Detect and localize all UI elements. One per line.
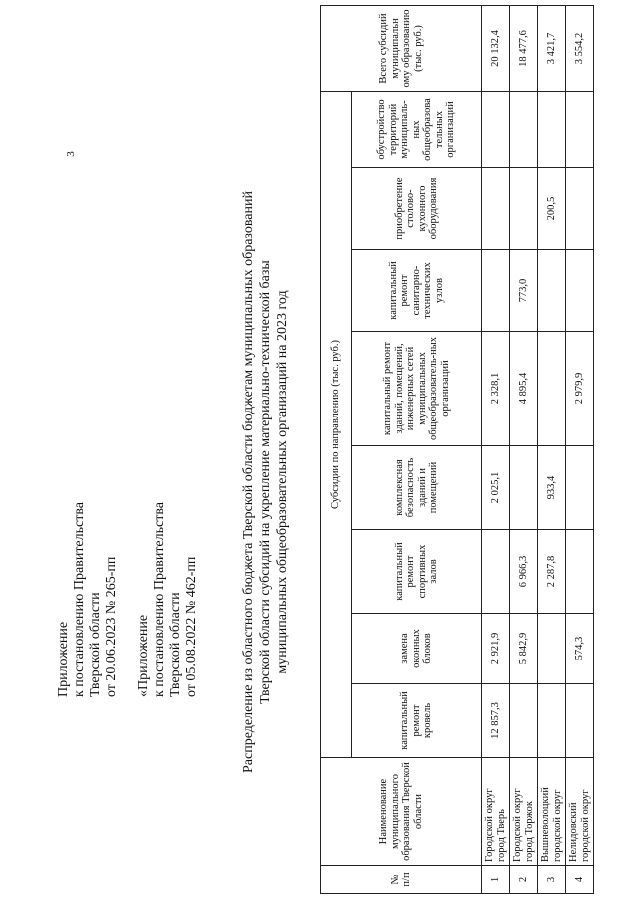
row-number-cell: 4	[566, 866, 594, 894]
value-cell: 2 921,9	[482, 614, 510, 684]
value-cell	[510, 168, 538, 250]
value-cell	[510, 684, 538, 758]
value-cell: 3 421,7	[538, 5, 566, 91]
value-cell: 574,3	[566, 614, 594, 684]
value-cell	[566, 168, 594, 250]
title-line: Тверской области субсидий на укрепление материально-технической базы	[258, 260, 273, 704]
header-sports-halls-repair: капитальный ремонт спортивных залов	[352, 530, 482, 614]
appendix-line: к постановлению Правительства	[152, 502, 167, 698]
appendix-line: Тверской области	[168, 592, 183, 698]
municipality-cell: Вышневолоцкий городской округ	[538, 758, 566, 866]
appendix-line: Приложение	[56, 621, 71, 698]
row-number-cell: 2	[510, 866, 538, 894]
value-cell	[566, 91, 594, 167]
value-cell	[566, 446, 594, 530]
table-row	[538, 5, 566, 893]
value-cell: 2 979,9	[566, 332, 594, 446]
value-cell: 2 328,1	[482, 332, 510, 446]
value-cell	[482, 91, 510, 167]
header-number: № п/п	[321, 866, 482, 894]
value-cell: 2 025,1	[482, 446, 510, 530]
value-cell: 933,4	[538, 446, 566, 530]
header-roof-repair: капитальный ремонт кровель	[352, 684, 482, 758]
value-cell	[538, 684, 566, 758]
appendix-line: к постановлению Правительства	[72, 502, 87, 698]
header-total: Всего субсидий муниципальн ому образованию (тыс. руб.)	[321, 5, 482, 91]
row-number-cell: 3	[538, 866, 566, 894]
value-cell	[482, 168, 510, 250]
header-group-subsidies: Субсидии по направлению (тыс. руб.)	[321, 91, 352, 757]
value-cell	[566, 250, 594, 332]
value-cell	[482, 250, 510, 332]
value-cell: 5 842,9	[510, 614, 538, 684]
header-buildings-repair: капитальный ремонт зданий, помещений, инженерных сетей муниципальных общеобразователь-ных организаций	[352, 332, 482, 446]
value-cell	[538, 250, 566, 332]
header-window-replacement: замена оконных блоков	[352, 614, 482, 684]
municipality-cell: Нелидовский городской округ	[566, 758, 594, 866]
page-number: 3	[64, 151, 77, 157]
title-line: муниципальных общеобразовательных организаций на 2023 год	[275, 290, 290, 674]
appendix-line: от 05.08.2022 № 462-пп	[184, 556, 199, 698]
appendix-line: «Приложение	[136, 614, 151, 698]
value-cell	[510, 91, 538, 167]
subsidy-table	[320, 5, 594, 894]
rotated-page-content	[0, 2, 640, 902]
value-cell	[538, 614, 566, 684]
value-cell: 3 554,2	[566, 5, 594, 91]
value-cell: 4 895,4	[510, 332, 538, 446]
table-row	[510, 5, 538, 893]
row-number-cell: 1	[482, 866, 510, 894]
appendix-block	[56, 502, 200, 697]
value-cell: 2 287,8	[538, 530, 566, 614]
appendix-line: от 20.06.2023 № 265-пп	[104, 556, 119, 698]
value-cell: 200,5	[538, 168, 566, 250]
header-municipality: Наименование муниципального образования Тверской области	[321, 758, 482, 866]
header-territory-improvement: обустройство территорий муниципаль-ных общеобразова тельных организаций	[352, 91, 482, 167]
value-cell	[510, 446, 538, 530]
value-cell	[482, 530, 510, 614]
value-cell	[538, 332, 566, 446]
document-title	[240, 62, 291, 902]
table-row	[482, 5, 510, 893]
value-cell: 773,0	[510, 250, 538, 332]
municipality-cell: Городской округ город Торжок	[510, 758, 538, 866]
value-cell	[538, 91, 566, 167]
value-cell: 6 966,3	[510, 530, 538, 614]
value-cell: 18 477,6	[510, 5, 538, 91]
title-line: Распределение из областного бюджета Тверской области бюджетам муниципальных образований	[241, 191, 256, 773]
header-kitchen-equipment: приобретение столово-кухонного оборудования	[352, 168, 482, 250]
table-row	[566, 5, 594, 893]
value-cell: 20 132,4	[482, 5, 510, 91]
header-sanitary-repair: капитальный ремонт санитарно-технических узлов	[352, 250, 482, 332]
header-complex-security: комплексная безопасность зданий и помещений	[352, 446, 482, 530]
appendix-line: Тверской области	[88, 592, 103, 698]
municipality-cell: Городской округ город Тверь	[482, 758, 510, 866]
value-cell: 12 857,3	[482, 684, 510, 758]
value-cell	[566, 684, 594, 758]
value-cell	[566, 530, 594, 614]
